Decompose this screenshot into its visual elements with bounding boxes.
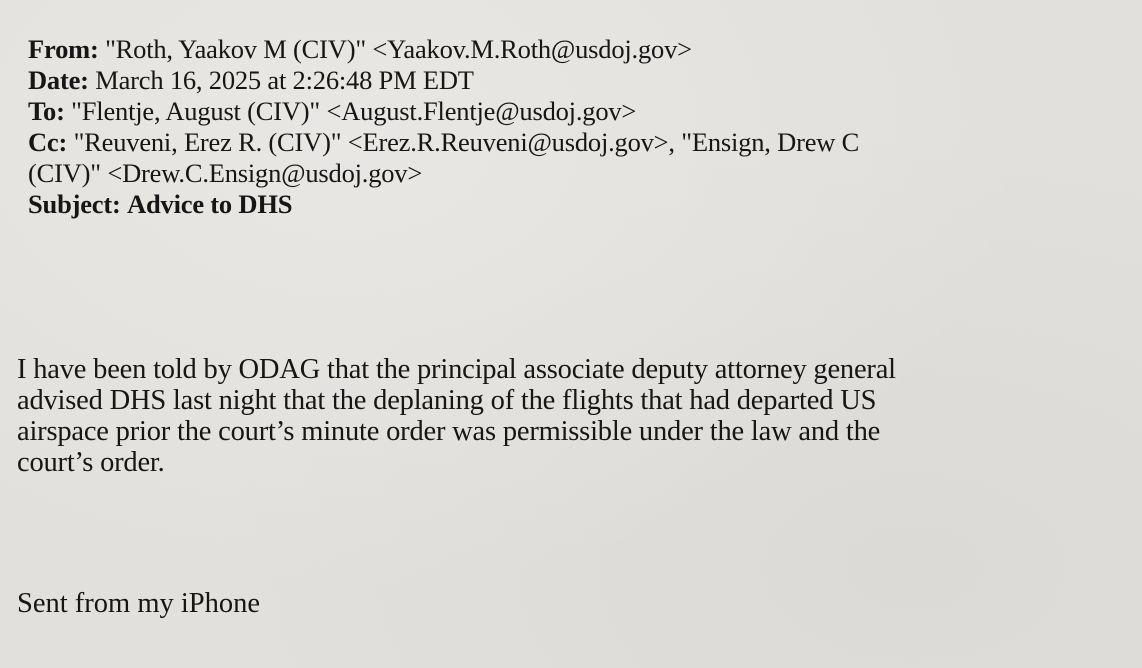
- cc-line: [28, 127, 1128, 158]
- body-line: advised DHS last night that the deplaning of the flights that had departed US: [17, 385, 877, 416]
- body-line: airspace prior the court’s minute order was permissible under the law and the: [17, 416, 881, 447]
- date-value: March 16, 2025 at 2:26:48 PM EDT: [95, 65, 474, 95]
- from-line: [28, 34, 1128, 65]
- date-line: [28, 65, 1128, 96]
- to-label: To:: [28, 96, 65, 126]
- from-value: "Roth, Yaakov M (CIV)" <Yaakov.M.Roth@usdoj.gov>: [105, 34, 692, 64]
- cc-label: Cc:: [28, 127, 68, 157]
- body-line: I have been told by ODAG that the principal associate deputy attorney general: [17, 354, 896, 385]
- subject-label: Subject:: [28, 189, 121, 219]
- date-label: Date:: [28, 65, 89, 95]
- email-signature: Sent from my iPhone: [17, 588, 261, 619]
- cc-value-line2: (CIV)" <Drew.C.Ensign@usdoj.gov>: [28, 158, 423, 188]
- email-header: [28, 34, 1128, 220]
- subject-value: Advice to DHS: [127, 189, 293, 219]
- to-value: "Flentje, August (CIV)" <August.Flentje@usdoj.gov>: [71, 96, 637, 126]
- body-line: court’s order.: [17, 447, 165, 478]
- cc-line-continued: [28, 158, 1128, 189]
- subject-line: [28, 189, 1128, 220]
- from-label: From:: [28, 34, 99, 64]
- email-body: [17, 354, 1127, 478]
- cc-value-line1: "Reuveni, Erez R. (CIV)" <Erez.R.Reuveni@usdoj.gov>, "Ensign, Drew C: [73, 127, 860, 157]
- to-line: [28, 96, 1128, 127]
